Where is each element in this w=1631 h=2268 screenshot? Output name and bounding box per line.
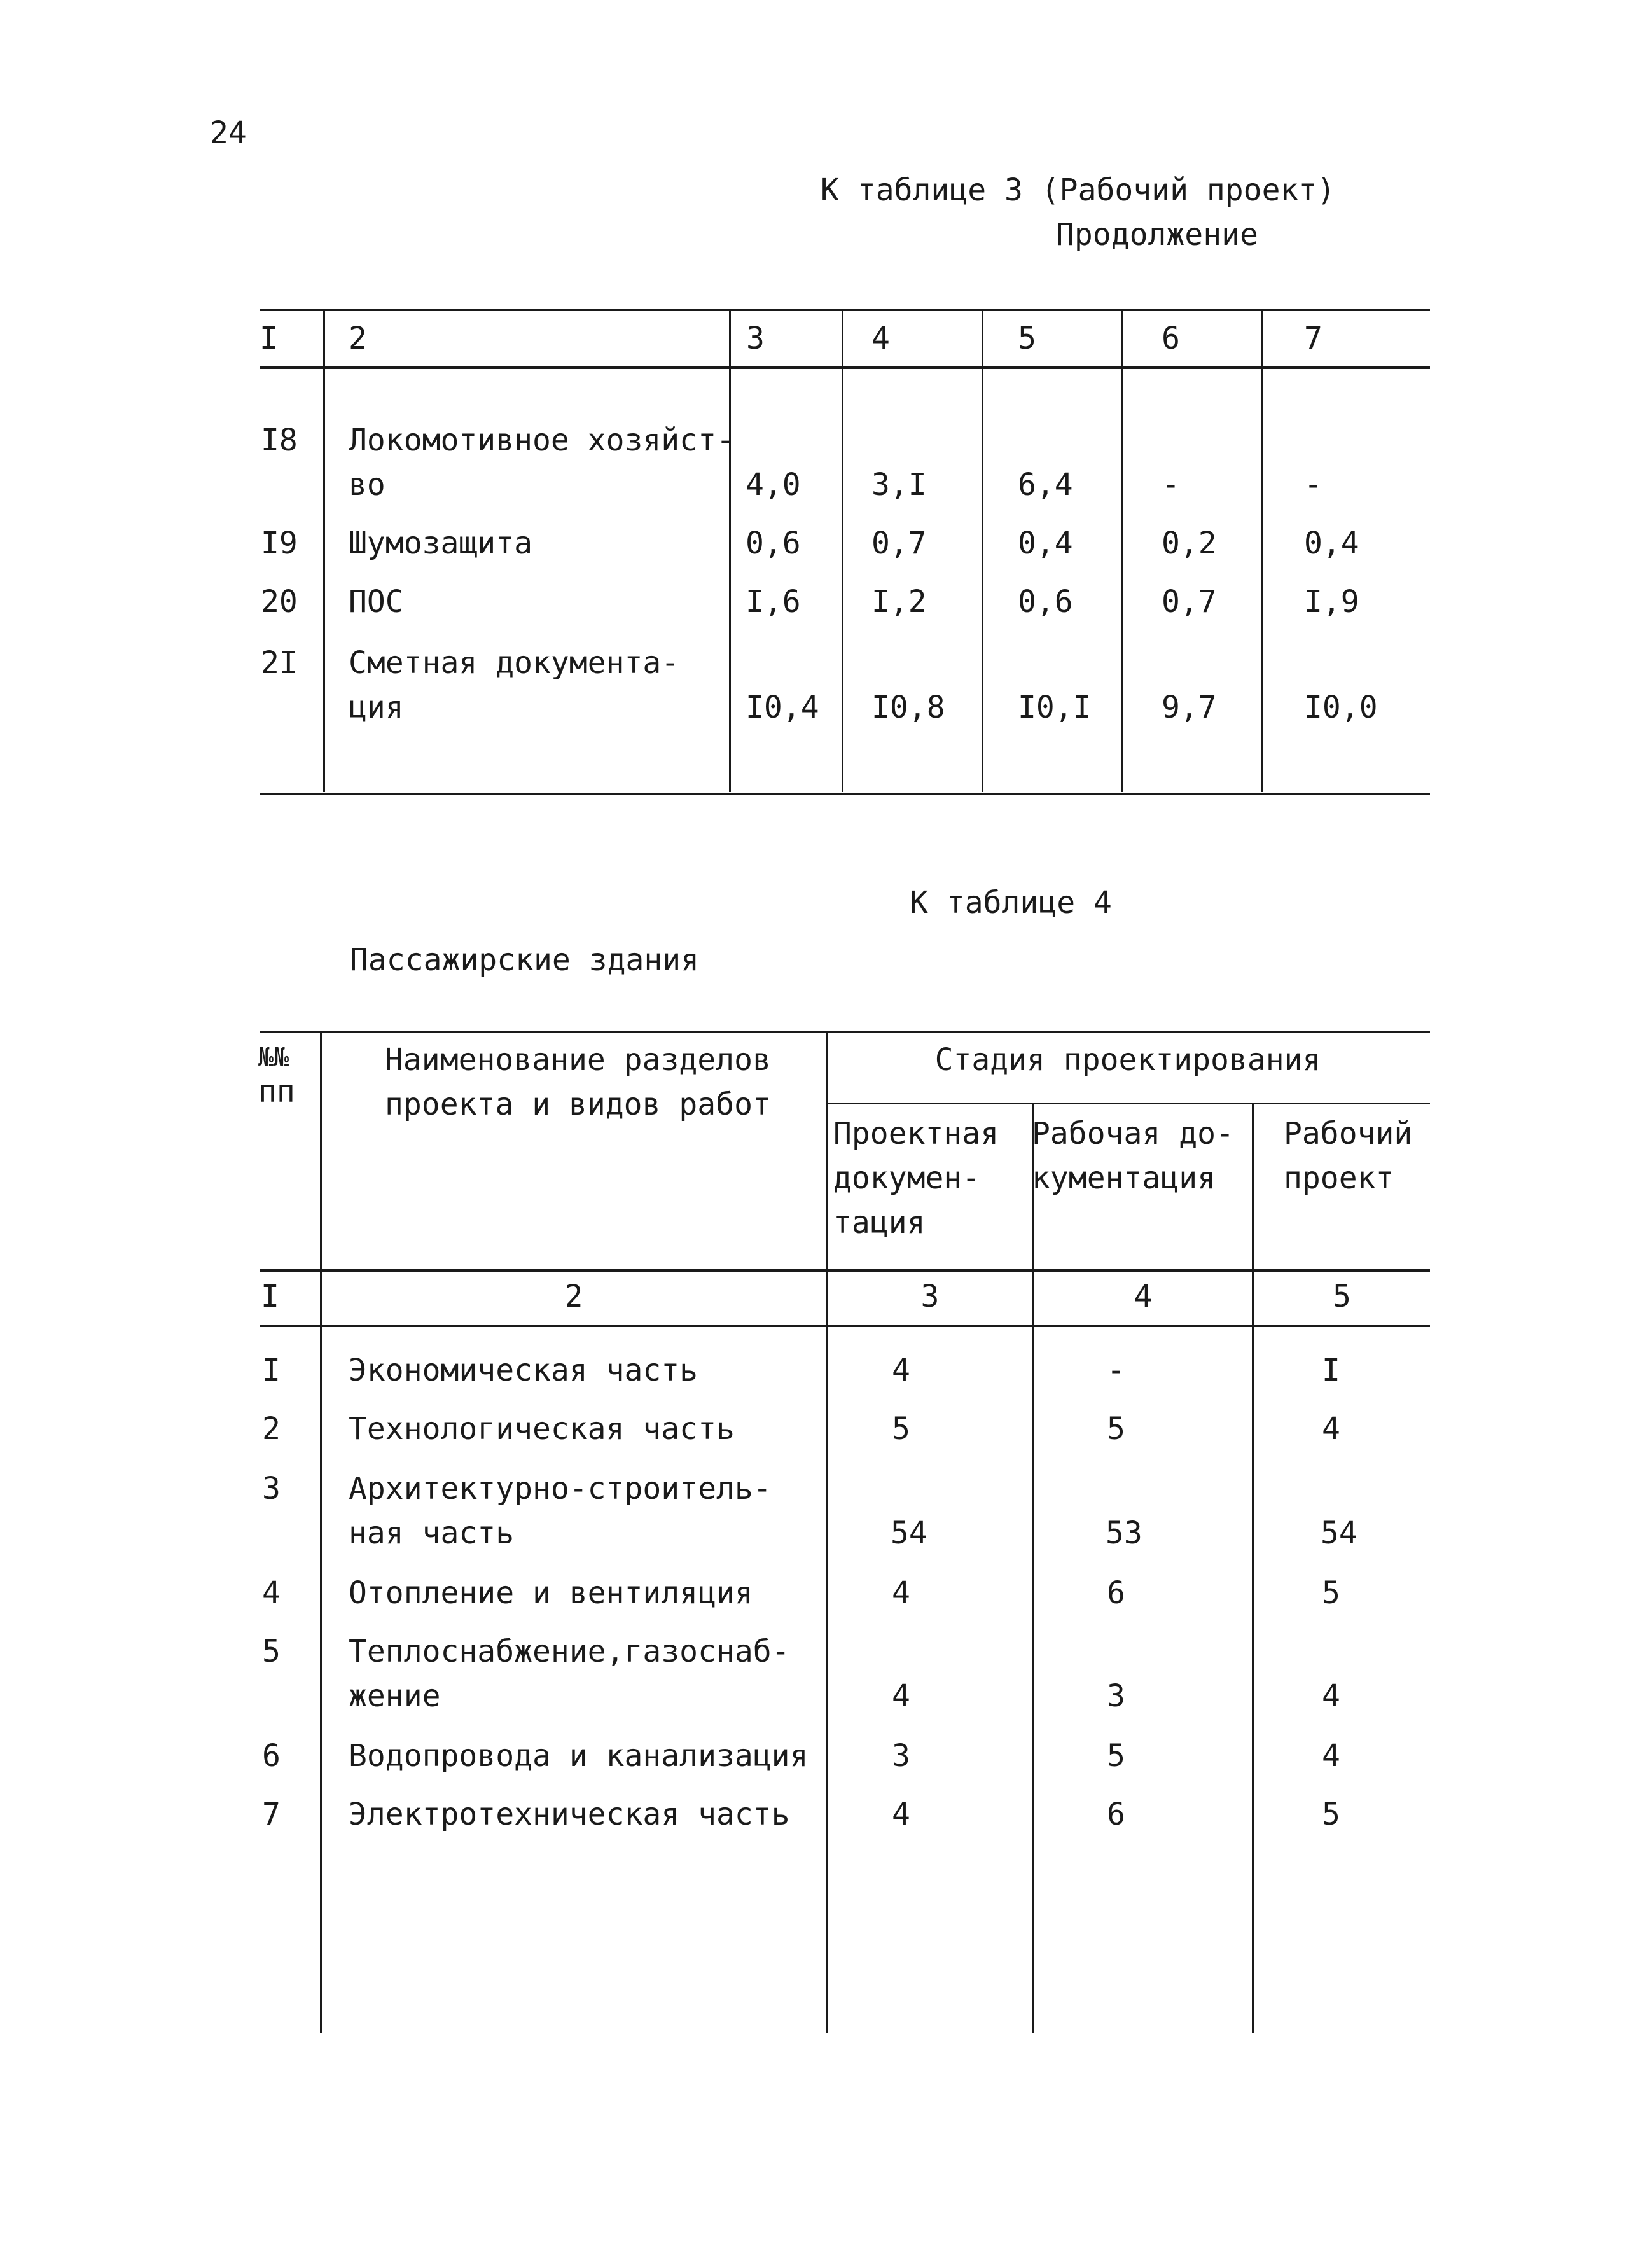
table4-stage-rule bbox=[826, 1103, 1430, 1104]
table3-header-rule bbox=[260, 366, 1430, 369]
table3-cell: 0,4 bbox=[1018, 525, 1073, 561]
table3-col-divider bbox=[1261, 309, 1263, 792]
table4-colnum: 2 bbox=[564, 1279, 583, 1314]
table3-cell: 0,7 bbox=[1162, 584, 1217, 620]
table3-header-cell: 6 bbox=[1162, 321, 1180, 356]
table3-col-divider bbox=[982, 309, 983, 792]
table3-row-name: во bbox=[349, 467, 385, 503]
table3-row-number: 20 bbox=[261, 584, 298, 620]
table3-cell: I0,I bbox=[1018, 690, 1092, 725]
table4-cell: 6 bbox=[1107, 1575, 1125, 1611]
table3-col-divider bbox=[842, 309, 843, 792]
table4-colnum: I bbox=[261, 1279, 279, 1314]
table3-row-number: I9 bbox=[261, 525, 298, 561]
table4-header-rule bbox=[260, 1269, 1430, 1272]
table4-subheader: Рабочий bbox=[1284, 1116, 1413, 1151]
table3-row-name: ПОС bbox=[349, 584, 404, 620]
table3-cell: 0,6 bbox=[1018, 584, 1073, 620]
table3-cell: 0,4 bbox=[1304, 525, 1359, 561]
table3-cell: 0,2 bbox=[1162, 525, 1217, 561]
table4-cell: 54 bbox=[891, 1515, 927, 1551]
table4-row-name: жение bbox=[349, 1678, 441, 1714]
table4-cell: 3 bbox=[892, 1738, 910, 1774]
table3-header-cell: 7 bbox=[1304, 321, 1322, 356]
table3-cell: 4,0 bbox=[746, 467, 801, 503]
table3-header-cell: 3 bbox=[746, 321, 765, 356]
table3-cell: 0,6 bbox=[746, 525, 801, 561]
table3-col-divider bbox=[323, 309, 325, 792]
table4-caption: К таблице 4 bbox=[910, 885, 1112, 921]
table4-top-rule bbox=[260, 1031, 1430, 1033]
table4-row-number: 2 bbox=[262, 1411, 281, 1447]
page-number: 24 bbox=[210, 115, 247, 151]
table4-subheader: тация bbox=[833, 1205, 926, 1241]
table3-header-cell: 2 bbox=[349, 321, 367, 356]
table4-cell: I bbox=[1322, 1353, 1340, 1388]
table3-row-name: Локомотивное хозяйст- bbox=[349, 422, 735, 458]
table4-cell: 4 bbox=[892, 1575, 910, 1611]
table4-row-name: Технологическая часть bbox=[349, 1411, 735, 1447]
table4-cell: 4 bbox=[1322, 1738, 1340, 1774]
table4-cell: 3 bbox=[1107, 1678, 1125, 1714]
table3-cell: 3,I bbox=[871, 467, 927, 503]
table4-cell: 54 bbox=[1321, 1515, 1357, 1551]
table4-row-number: 3 bbox=[262, 1471, 281, 1506]
table4-cell: 5 bbox=[1107, 1738, 1125, 1774]
table4-header-name: Наименование разделов bbox=[385, 1042, 771, 1078]
table4-col-divider bbox=[826, 1031, 828, 2033]
table3-bottom-rule bbox=[260, 793, 1430, 795]
table3-top-rule bbox=[260, 309, 1430, 311]
table4-colnum: 5 bbox=[1333, 1279, 1351, 1314]
table3-cell: 9,7 bbox=[1162, 690, 1217, 725]
table4-col-divider bbox=[1032, 1103, 1034, 2033]
table4-subheader: проект bbox=[1284, 1160, 1394, 1196]
table4-colnum: 4 bbox=[1134, 1279, 1153, 1314]
table3-cell: - bbox=[1162, 467, 1180, 503]
table3-row-number: 2I bbox=[261, 645, 298, 681]
table4-row-name: Экономическая часть bbox=[349, 1353, 698, 1388]
table4-header-num: №№ bbox=[258, 1043, 289, 1072]
table4-row-number: 6 bbox=[262, 1738, 281, 1774]
table4-cell: 6 bbox=[1107, 1797, 1125, 1832]
table4-col-divider bbox=[320, 1031, 322, 2033]
table3-header-cell: 4 bbox=[871, 321, 890, 356]
table3-col-divider bbox=[729, 309, 731, 792]
table4-cell: 53 bbox=[1106, 1515, 1142, 1551]
table3-cell: I,2 bbox=[871, 584, 927, 620]
table4-row-name: ная часть bbox=[349, 1515, 515, 1551]
table4-subheader: кументация bbox=[1032, 1160, 1216, 1196]
table4-cell: 4 bbox=[892, 1353, 910, 1388]
table3-row-name: Сметная документа- bbox=[349, 645, 680, 681]
table3-col-divider bbox=[1121, 309, 1123, 792]
table3-cell: I,6 bbox=[746, 584, 801, 620]
table4-row-name: Отопление и вентиляция bbox=[349, 1575, 753, 1611]
table4-col-divider bbox=[1252, 1103, 1254, 2033]
table3-cell: 0,7 bbox=[871, 525, 927, 561]
table3-cell: I0,8 bbox=[871, 690, 945, 725]
table4-cell: 5 bbox=[892, 1411, 910, 1447]
table3-row-name: ция bbox=[349, 690, 404, 725]
table4-header-stage: Стадия проектирования bbox=[934, 1042, 1321, 1078]
table4-row-number: 7 bbox=[262, 1797, 281, 1832]
table4-cell: 4 bbox=[892, 1797, 910, 1832]
table4-colnum: 3 bbox=[920, 1279, 940, 1314]
table4-subheader: Рабочая до- bbox=[1032, 1116, 1234, 1151]
table4-subheader: Проектная bbox=[833, 1116, 999, 1151]
table4-row-name: Водопровода и канализация bbox=[349, 1738, 809, 1774]
table4-cell: 4 bbox=[1322, 1678, 1340, 1714]
table3-cell: - bbox=[1304, 467, 1322, 503]
table4-cell: 4 bbox=[892, 1678, 910, 1714]
table3-header-cell: 5 bbox=[1018, 321, 1036, 356]
table4-colnum-rule bbox=[260, 1325, 1430, 1327]
table3-row-number: I8 bbox=[261, 422, 298, 458]
table4-subtitle: Пассажирские здания bbox=[350, 942, 700, 978]
table4-cell: 5 bbox=[1322, 1575, 1340, 1611]
table4-row-number: 4 bbox=[262, 1575, 281, 1611]
table4-cell: - bbox=[1107, 1353, 1125, 1388]
table4-cell: 4 bbox=[1322, 1411, 1340, 1447]
table3-cell: I,9 bbox=[1304, 584, 1359, 620]
table4-header-name: проекта и видов работ bbox=[385, 1087, 771, 1122]
table3-cell: I0,4 bbox=[746, 690, 819, 725]
table3-row-name: Шумозащита bbox=[349, 525, 532, 561]
table4-row-number: I bbox=[262, 1353, 281, 1388]
table4-subheader: докумен- bbox=[833, 1160, 981, 1196]
table4-row-number: 5 bbox=[262, 1634, 281, 1669]
table4-cell: 5 bbox=[1107, 1411, 1125, 1447]
table4-row-name: Электротехническая часть bbox=[349, 1797, 790, 1832]
table4-cell: 5 bbox=[1322, 1797, 1340, 1832]
table3-continuation: Продолжение bbox=[1056, 217, 1258, 253]
table3-cell: I0,0 bbox=[1304, 690, 1378, 725]
table3-cell: 6,4 bbox=[1018, 467, 1073, 503]
table4-row-name: Архитектурно-строитель- bbox=[349, 1471, 772, 1506]
table3-header-cell: I bbox=[260, 321, 278, 356]
table3-caption: К таблице 3 (Рабочий проект) bbox=[821, 172, 1336, 208]
table4-header-num: пп bbox=[258, 1074, 295, 1110]
table4-row-name: Теплоснабжение,газоснаб- bbox=[349, 1634, 790, 1669]
